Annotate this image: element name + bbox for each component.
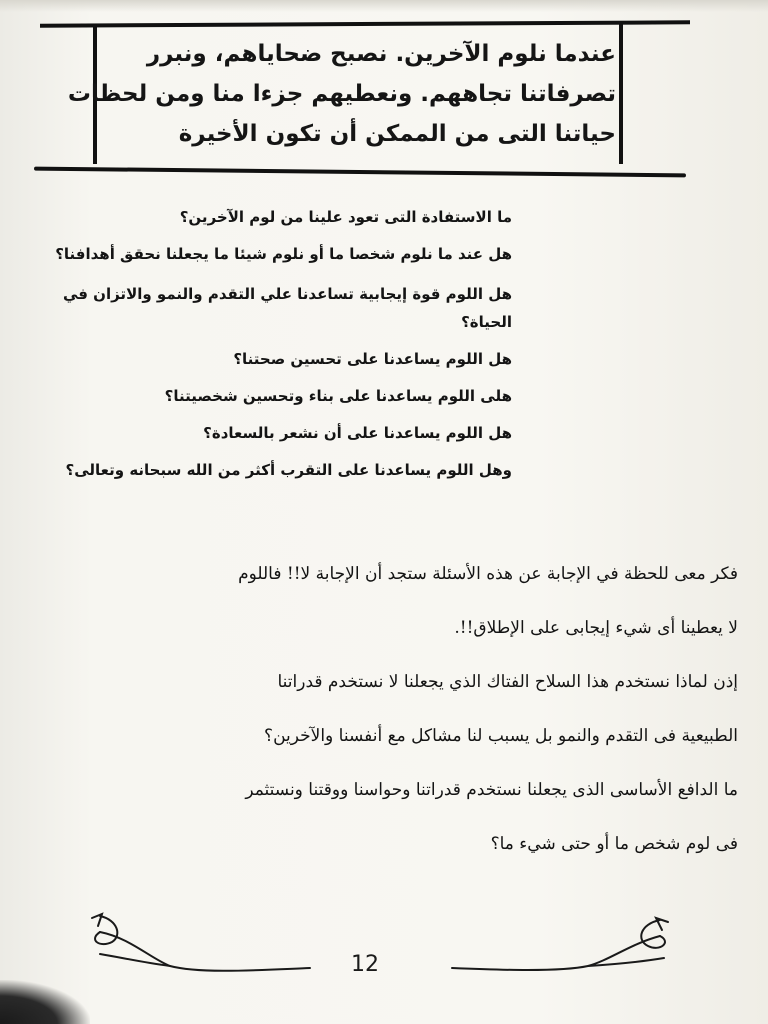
body-text [58, 560, 738, 884]
question-item: هل اللوم يساعدنا على أن نشعر بالسعادة؟ [203, 424, 512, 442]
quote-line: حياتنا التى من الممكن أن تكون الأخيرة [178, 121, 616, 147]
paragraph-line: الطبيعية فى التقدم والنمو بل يسبب لنا مشاكل مع أنفسنا والآخرين؟ [264, 726, 738, 746]
page-number: 12 [351, 952, 379, 977]
question-item: وهل اللوم يساعدنا على التقرب أكثر من الله سبحانه وتعالى؟ [65, 461, 512, 479]
page-footer [0, 900, 768, 1024]
question-item: ما الاستفادة التى تعود علينا من لوم الآخرين؟ [179, 208, 512, 226]
paragraph-line: فى لوم شخص ما أو حتى شيء ما؟ [490, 834, 738, 854]
question-list [20, 206, 512, 496]
page-top-edge [0, 0, 768, 12]
left-swirl-ornament [92, 914, 310, 971]
question-item: هل عند ما نلوم شخصا ما أو نلوم شيئا ما يجعلنا نحقق أهدافنا؟ [55, 245, 512, 263]
question-item: هل اللوم يساعدنا على تحسين صحتنا؟ [233, 350, 512, 368]
quote-line: تصرفاتنا تجاههم. ونعطيهم جزءا منا ومن لحظات [67, 81, 616, 107]
paragraph [58, 776, 738, 858]
paragraph [58, 560, 738, 642]
page-corner-shadow [0, 980, 90, 1024]
right-swirl-ornament [452, 918, 668, 970]
question-item: هل اللوم قوة إيجابية تساعدنا علي التقدم والنمو والاتزان في الحياة؟ [62, 285, 512, 331]
paragraph-line: فكر معى للحظة في الإجابة عن هذه الأسئلة ستجد أن الإجابة لا!! فاللوم [238, 564, 738, 584]
question-item: هلى اللوم يساعدنا على بناء وتحسين شخصيتنا؟ [164, 387, 512, 405]
paragraph-line: ما الدافع الأساسى الذى يجعلنا نستخدم قدراتنا وحواسنا ووقتنا ونستثمر [245, 780, 738, 800]
paragraph-line: لا يعطينا أى شيء إيجابى على الإطلاق!!. [454, 618, 738, 638]
quote-line: عندما نلوم الآخرين. نصبح ضحاياهم، ونبرر [146, 41, 616, 67]
paragraph [58, 668, 738, 750]
quote-text [67, 34, 616, 154]
quote-bottom-rule [34, 167, 686, 178]
paragraph-line: إذن لماذا نستخدم هذا السلاح الفتاك الذي يجعلنا لا نستخدم قدراتنا [277, 672, 738, 692]
